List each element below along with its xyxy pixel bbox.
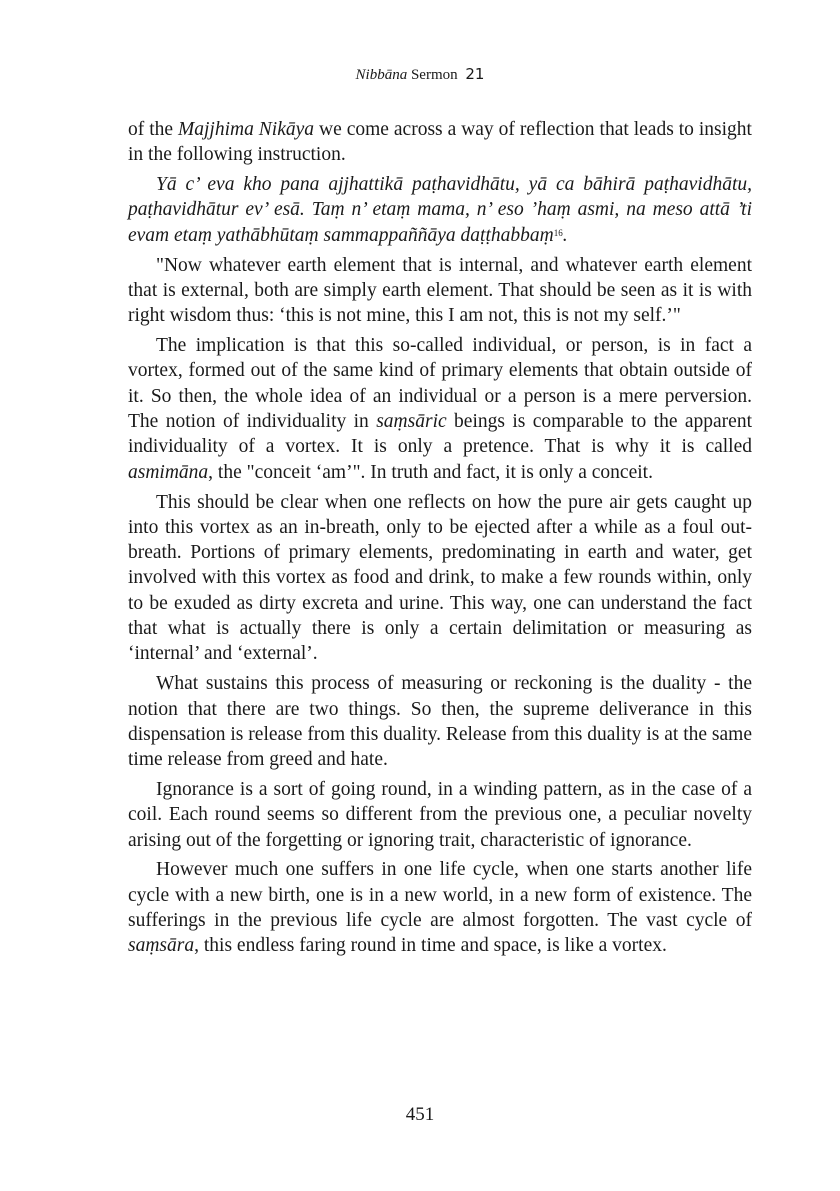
paragraph-8-text-b: , this endless faring round in time and space, is like a vortex. xyxy=(194,935,667,957)
paragraph-4-text-a: The implication is that this so-called individual, or person, is in fact a vortex, formed out of the same kind of primary elements that obtain outside of it. So then, the whole idea of an individual or a person is a mere perversion. The notion of individuality in xyxy=(128,335,752,433)
page-number: 451 xyxy=(405,1104,435,1125)
paragraph-7 xyxy=(128,777,752,853)
pali-quote-end: . xyxy=(562,224,568,246)
paragraph-4-text-c: , the "conceit ‘am’". In truth and fact, it is only a conceit. xyxy=(208,461,653,483)
paragraph-1-italic-term: Majjhima Nikāya xyxy=(178,119,315,140)
paragraph-5-text: This should be clear when one reflects on how the pure air gets caught up into this vortex as an in-breath, only to be ejected after a while as a foul out-breath. Portions of primary elements, predominating in earth and water, get involved with this vortex as food and drink, to make a few rounds within, only to be exuded as dirty excreta and urine. This way, one can understand the fact that what is actually there is only a certain delimitation or measuring as ‘internal’ and ‘external’. xyxy=(128,491,752,665)
paragraph-7-text: Ignorance is a sort of going round, in a winding pattern, as in the case of a coil. Each round seems so different from the previous one, a peculiar novelty arising out of the forgetting or ignoring trait, characteristic of ignorance. xyxy=(128,778,752,851)
translation-text: "Now whatever earth element that is internal, and whatever earth element that is external, both are simply earth element. That should be seen as it is with right wisdom thus: ‘this is not mine, this I am not, this is not my self.’" xyxy=(128,254,752,327)
running-header-book-title: Nibbāna xyxy=(355,67,408,83)
running-header-sermon-number: 21 xyxy=(465,65,485,83)
translation-paragraph xyxy=(128,253,752,329)
paragraph-8-text-a: However much one suffers in one life cycle, when one starts another life cycle with a new birth, one is in a new world, in a new form of existence. The sufferings in the previous life cycle are almost forgotten. The vast cycle of xyxy=(128,859,752,932)
paragraph-4-italic-asmimana: asmimāna xyxy=(128,461,209,483)
paragraph-1 xyxy=(128,117,752,168)
paragraph-6 xyxy=(128,671,752,772)
pali-quote xyxy=(128,172,752,248)
paragraph-5 xyxy=(128,490,752,667)
running-header-sermon-label: Sermon xyxy=(410,67,458,83)
paragraph-8-italic-samsara: saṃsāra xyxy=(128,935,195,957)
paragraph-6-text: What sustains this process of measuring or reckoning is the duality - the notion that there are two things. So then, the supreme deliverance in this dispensation is release from this duality. Release from this duality is at the same time release from greed and hate. xyxy=(128,673,752,771)
paragraph-4-text-b: beings is comparable to the apparent individuality of a vortex. It is only a pretence. That is why it is called xyxy=(128,411,753,458)
paragraph-4-italic-samsaric: saṃsāric xyxy=(376,411,447,433)
running-header xyxy=(0,64,840,85)
paragraph-1-text-a: of the xyxy=(128,119,178,140)
footnote-marker: 16 xyxy=(553,227,563,238)
pali-quote-text: Yā c’ eva kho pana ajjhattikā paṭhavidhātu, yā ca bāhirā paṭhavidhātu, paṭhavidhātur ev’ esā. Taṃ n’ etaṃ mama, n’ eso ’haṃ asmi, na meso attā ’ti evam etaṃ yathābhūtaṃ sammappaññāya daṭṭhabbaṃ xyxy=(128,174,752,246)
main-text xyxy=(128,117,752,963)
paragraph-4 xyxy=(128,333,752,485)
paragraph-1-text-b: we come across a way of reflection that leads to insight in the following instruction. xyxy=(128,119,752,166)
paragraph-8 xyxy=(128,857,752,958)
